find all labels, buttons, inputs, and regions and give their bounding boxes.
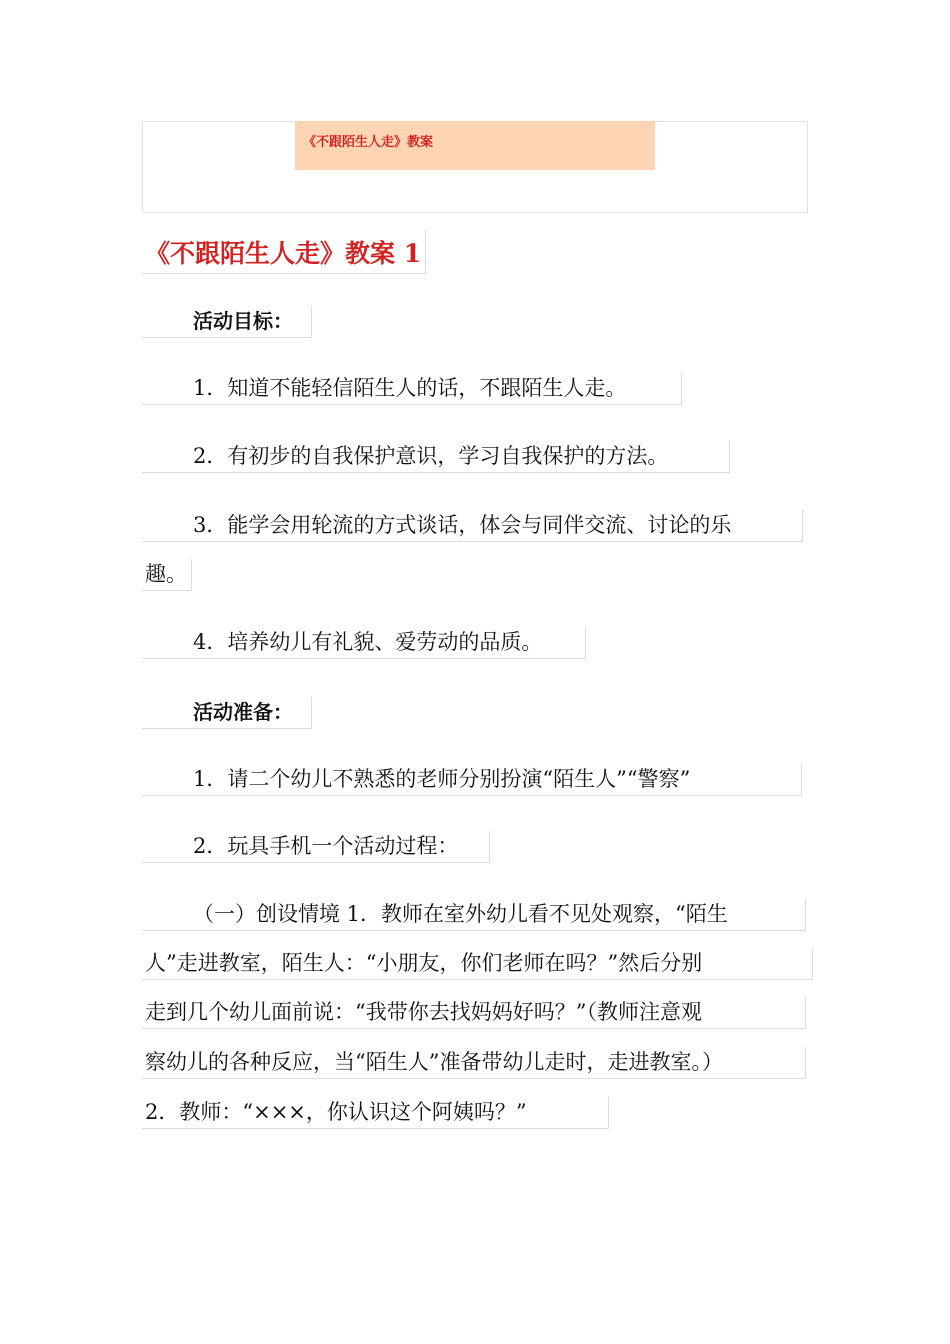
document-title: 《不跟陌生人走》教案 1 — [142, 230, 426, 274]
process-line-5: 2．教师：“×××，你认识这个阿姨吗？” — [142, 1097, 609, 1129]
goal-item-3: 3．能学会用轮流的方式谈话，体会与同伴交流、讨论的乐 — [142, 510, 803, 542]
header-title: 《不跟陌生人走》教案 — [303, 135, 434, 150]
process-line-2: 人”走进教室，陌生人：“小朋友，你们老师在吗？”然后分别 — [142, 948, 813, 980]
goal-item-4: 4．培养幼儿有礼貌、爱劳动的品质。 — [142, 627, 586, 659]
process-line-4: 察幼儿的各种反应，当“陌生人”准备带幼儿走时，走进教室。） — [142, 1047, 806, 1079]
goal-item-3-continued: 趣。 — [142, 559, 192, 591]
goals-heading: 活动目标： — [142, 306, 312, 338]
goal-item-2: 2．有初步的自我保护意识，学习自我保护的方法。 — [142, 441, 730, 473]
prep-item-2: 2．玩具手机一个活动过程： — [142, 831, 490, 863]
process-line-3: 走到几个幼儿面前说：“我带你去找妈妈好吗？”（教师注意观 — [142, 997, 806, 1029]
prep-heading: 活动准备： — [142, 697, 312, 729]
goal-item-1: 1．知道不能轻信陌生人的话，不跟陌生人走。 — [142, 373, 682, 405]
header-title-tab — [295, 121, 655, 170]
process-line-1: （一）创设情境 1．教师在室外幼儿看不见处观察，“陌生 — [142, 899, 806, 931]
prep-item-1: 1．请二个幼儿不熟悉的老师分别扮演“陌生人”“警察” — [142, 764, 802, 796]
